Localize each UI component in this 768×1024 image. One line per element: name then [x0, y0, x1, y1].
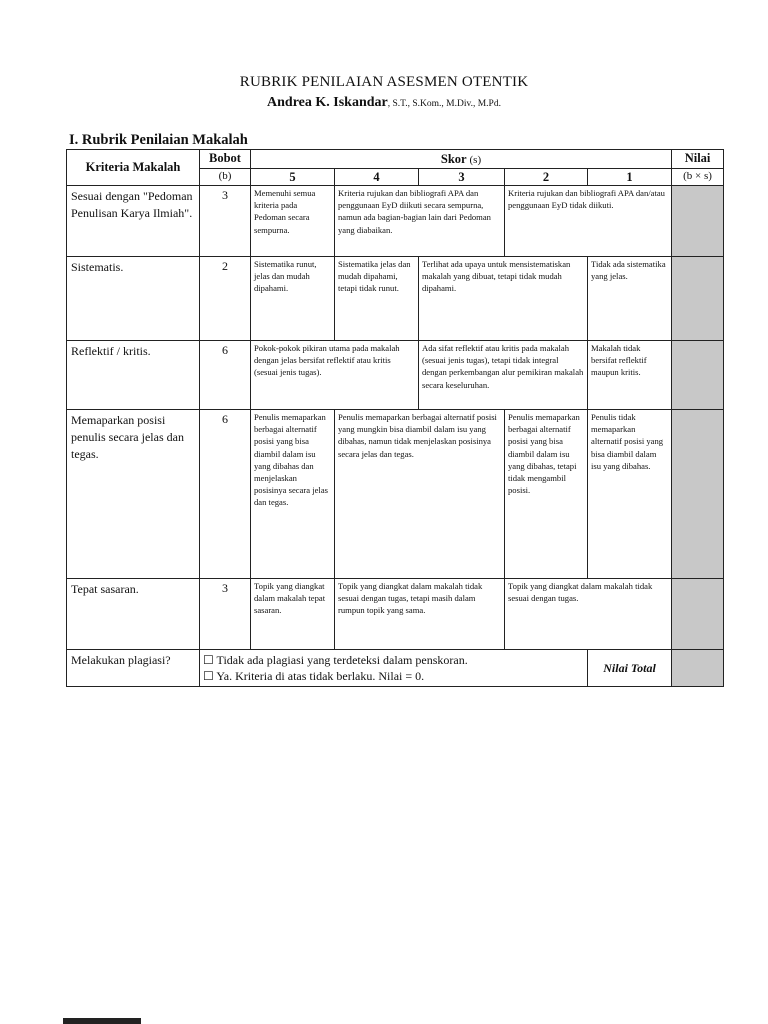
score-5: 5	[251, 169, 335, 186]
header-bobot-sub: (b)	[200, 169, 251, 186]
footer-bar	[63, 1018, 141, 1024]
desc-cell-4: Sistematika jelas dan mudah dipahami, tetapi tidak runut.	[335, 257, 419, 341]
table-row	[67, 257, 724, 341]
plagiasi-option-no[interactable]: ☐ Tidak ada plagiasi yang terdeteksi dalam penskoran.	[203, 653, 468, 667]
header-skor-label: Skor	[440, 151, 467, 166]
nilai-input-cell[interactable]	[672, 257, 724, 341]
nilai-input-cell[interactable]	[672, 341, 724, 410]
desc-cell-1: Tidak ada sistematika yang jelas.	[588, 257, 672, 341]
header-nilai: Nilai	[672, 150, 724, 169]
desc-cell-1: Penulis tidak memaparkan alternatif posisi yang bisa diambil dalam isu yang dibahas.	[588, 410, 672, 579]
table-row	[67, 341, 724, 410]
header-skor	[251, 150, 672, 169]
header-skor-sub: (s)	[469, 153, 482, 166]
desc-cell-4-3: Topik yang diangkat dalam makalah tidak sesuai dengan tugas, tetapi masih dalam rumpun topik yang sama.	[335, 579, 505, 650]
section-title: I. Rubrik Penilaian Makalah	[69, 132, 248, 148]
bobot-cell: 3	[200, 186, 251, 257]
nilai-input-cell[interactable]	[672, 579, 724, 650]
desc-cell-5: Topik yang diangkat dalam makalah tepat sasaran.	[251, 579, 335, 650]
desc-cell-1: Makalah tidak bersifat reflektif maupun kritis.	[588, 341, 672, 410]
score-1: 1	[588, 169, 672, 186]
score-2: 2	[505, 169, 588, 186]
nilai-total-cell[interactable]	[672, 650, 724, 687]
desc-cell-2-1: Topik yang diangkat dalam makalah tidak sesuai dengan tugas.	[505, 579, 672, 650]
table-row	[67, 579, 724, 650]
bobot-cell: 6	[200, 410, 251, 579]
desc-cell-3-2: Ada sifat reflektif atau kritis pada makalah (sesuai jenis tugas), tetapi tidak integral dengan perkembangan alur pemikiran makalah secara keseluruhan.	[419, 341, 588, 410]
plagiasi-options	[200, 650, 588, 687]
kriteria-cell: Sistematis.	[67, 257, 200, 341]
kriteria-cell: Sesuai dengan "Pedoman Penulisan Karya Ilmiah".	[67, 186, 200, 257]
kriteria-cell: Reflektif / kritis.	[67, 341, 200, 410]
bobot-cell: 6	[200, 341, 251, 410]
header-kriteria: Kriteria Makalah	[67, 150, 200, 186]
header-nilai-sub: (b × s)	[672, 169, 724, 186]
bobot-cell: 2	[200, 257, 251, 341]
score-4: 4	[335, 169, 419, 186]
kriteria-cell: Tepat sasaran.	[67, 579, 200, 650]
nilai-input-cell[interactable]	[672, 186, 724, 257]
nilai-input-cell[interactable]	[672, 410, 724, 579]
desc-cell-3-2: Terlihat ada upaya untuk mensistematiskan makalah yang dibuat, tetapi tidak mudah dipahami.	[419, 257, 588, 341]
nilai-total-label: Nilai Total	[588, 650, 672, 687]
document-author	[0, 95, 768, 111]
author-credentials: , S.T., S.Kom., M.Div., M.Pd.	[387, 99, 501, 109]
table-row	[67, 410, 724, 579]
author-name: Andrea K. Iskandar	[267, 95, 388, 110]
table-row	[67, 186, 724, 257]
header-bobot: Bobot	[200, 150, 251, 169]
plagiasi-label: Melakukan plagiasi?	[67, 650, 200, 687]
bobot-cell: 3	[200, 579, 251, 650]
rubric-table	[66, 149, 724, 687]
desc-cell-5: Sistematika runut, jelas dan mudah dipahami.	[251, 257, 335, 341]
desc-cell-5: Memenuhi semua kriteria pada Pedoman secara sempurna.	[251, 186, 335, 257]
desc-cell-2-1: Kriteria rujukan dan bibliografi APA dan/atau penggunaan EyD tidak diikuti.	[505, 186, 672, 257]
plagiasi-row	[67, 650, 724, 687]
desc-cell-5: Penulis memaparkan berbagai alternatif posisi yang bisa diambil dalam isu yang dibahas dan menjelaskan posisinya secara jelas dan tegas.	[251, 410, 335, 579]
document-title: RUBRIK PENILAIAN ASESMEN OTENTIK	[239, 74, 529, 90]
plagiasi-option-yes[interactable]: ☐ Ya. Kriteria di atas tidak berlaku. Nilai = 0.	[203, 669, 425, 683]
score-3: 3	[419, 169, 505, 186]
desc-cell-4-3: Kriteria rujukan dan bibliografi APA dan penggunaan EyD diikuti secara sempurna, namun ada bagian-bagian lain dari Pedoman yang diabaikan.	[335, 186, 505, 257]
desc-cell-2: Penulis memaparkan berbagai alternatif posisi yang bisa diambil dalam isu yang dibahas, tetapi tidak mengambil posisi.	[505, 410, 588, 579]
desc-cell-5-4: Pokok-pokok pikiran utama pada makalah dengan jelas bersifat reflektif atau kritis (sesuai jenis tugas).	[251, 341, 419, 410]
kriteria-cell: Memaparkan posisi penulis secara jelas dan tegas.	[67, 410, 200, 579]
header-row	[67, 150, 724, 169]
desc-cell-4-3: Penulis memaparkan berbagai alternatif posisi yang mungkin bisa diambil dalam isu yang dibahas, namun tidak menjelaskan posisinya secara jelas dan tegas.	[335, 410, 505, 579]
